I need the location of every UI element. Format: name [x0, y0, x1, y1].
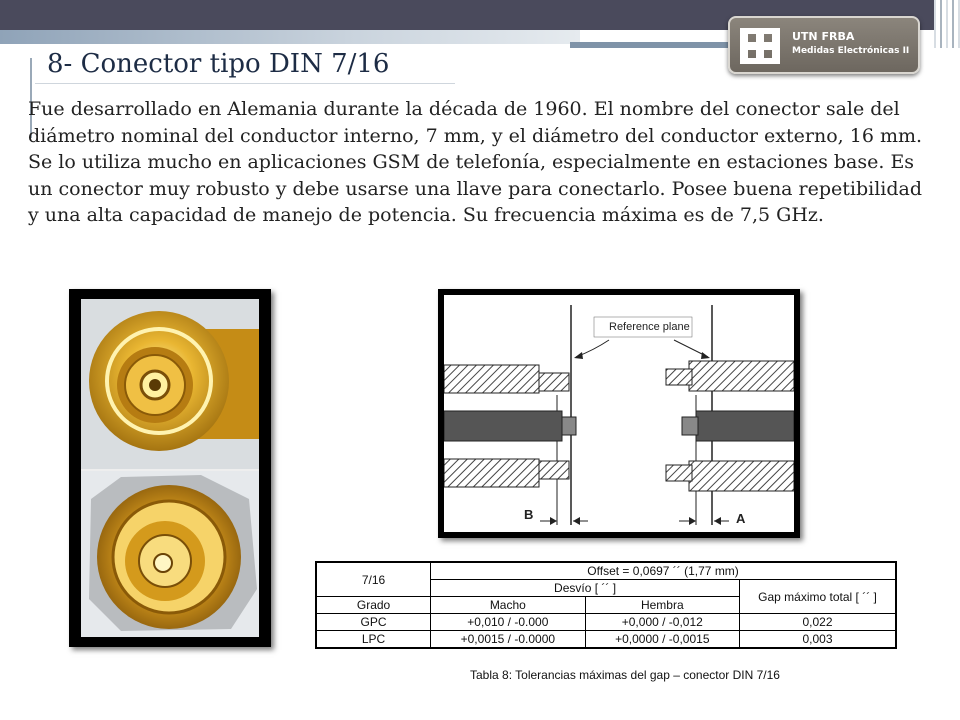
- utn-logo-badge: [728, 16, 920, 74]
- row-gap: 0,022: [740, 614, 896, 631]
- table-gap-header: Gap máximo total [ ´´ ]: [740, 580, 896, 614]
- reference-plane-diagram: [444, 295, 794, 532]
- body-paragraph: Fue desarrollado en Alemania durante la década de 1960. El nombre del conector sale del diámetro nominal del conductor interno, 7 mm, y el diámetro del conductor externo, 16 mm. Se lo utiliza mucho en aplicaciones GSM de telefonía, especialmente en estaciones base. Es un conector muy robusto y debe usarse una llave para conectarlo. Posee buena repetibilidad y una alta capacidad de manejo de potencia. Su frecuencia máxima es de 7,5 GHz.: [28, 98, 923, 226]
- top-accent-bar-secondary: [570, 42, 740, 48]
- row-hembra: +0,0000 / -0,0015: [585, 631, 739, 649]
- row-macho: +0,010 / -0.000: [431, 614, 585, 631]
- row-macho: +0,0015 / -0.0000: [431, 631, 585, 649]
- connector-photo: [81, 299, 259, 637]
- reference-plane-diagram-frame: [438, 289, 800, 538]
- table-row: [316, 614, 896, 631]
- table-corner: 7/16: [316, 562, 431, 597]
- title-underline: [35, 83, 455, 84]
- table-col-macho: Macho: [431, 597, 585, 614]
- top-accent-bar: [0, 30, 580, 44]
- table-col-grado: Grado: [316, 597, 431, 614]
- table-row: [316, 631, 896, 649]
- table-desvio: Desvío [ ´´ ]: [431, 580, 740, 597]
- tolerance-table: [315, 561, 897, 649]
- row-gap: 0,003: [740, 631, 896, 649]
- slide-title: 8- Conector tipo DIN 7/16: [47, 49, 390, 79]
- table-offset: Offset = 0,0697 ´´ (1,77 mm): [431, 562, 896, 580]
- label-a: A: [736, 511, 746, 526]
- label-b: B: [524, 507, 534, 522]
- utn-logo-icon: [736, 24, 784, 68]
- table-col-hembra: Hembra: [585, 597, 739, 614]
- badge-subtitle: Medidas Electrónicas II: [792, 46, 910, 56]
- connector-photo-frame: [69, 289, 271, 647]
- badge-title: UTN FRBA: [792, 30, 855, 43]
- row-hembra: +0,000 / -0,012: [585, 614, 739, 631]
- right-stripes: [934, 0, 960, 48]
- row-grado: LPC: [316, 631, 431, 649]
- table-caption: Tabla 8: Tolerancias máximas del gap – conector DIN 7/16: [470, 668, 780, 682]
- row-grado: GPC: [316, 614, 431, 631]
- reference-plane-label: Reference plane: [609, 321, 690, 333]
